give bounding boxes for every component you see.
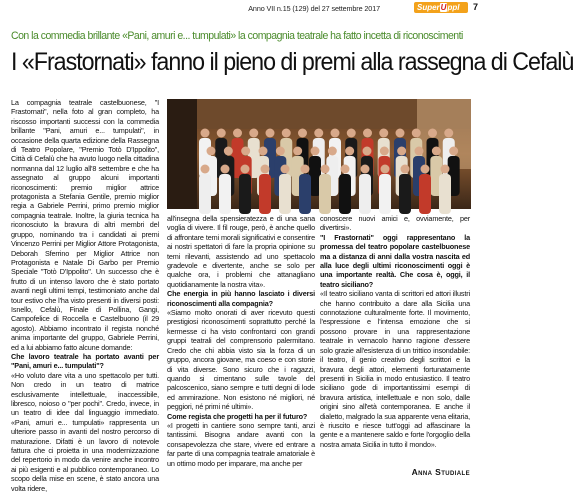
question-paragraph: Che energia in più hanno lasciato i diversi riconoscimenti alla compagnia?	[167, 289, 315, 308]
body-paragraph: «Siamo molto onorati di aver ricevuto questi prestigiosi riconoscimenti soprattutto perché la kermesse ci ha visto confrontarci con grandi gruppi teatrali del comprensorio palermitano. Credo che chi abbia visto sia la forza di un gruppo, ancora giovane, ma coeso e con storie di vita diverse. Sono sicuro che i ragazzi, quando si cimentano sulle tavole del palcoscenico, siano sempre e tutti degni di lode ed ammirazione. Non esistono né migliori, né peggiori, né primi né ultimi».	[167, 308, 315, 412]
question-paragraph: Che lavoro teatrale ha portato avanti per "Pani, amuri e... tumpulati"?	[11, 351, 159, 371]
page-header	[0, 0, 480, 14]
body-paragraph: La compagnia teatrale castelbuonese, "I Frastornati", nella foto al gran completo, ha riscosso importanti successi con la commedia brillante "Pani, amuri e... tumpulati", in occasione della quarta edizione della Rassegna di Teatro Popolare, "Premio Totò D'Ippolito", Città di Cefalù che ha avuto luogo nella cittadina normanna dal 12 luglio all'8 settembre e che ha assegnato al gruppo alcuni importanti riconoscimenti: premio miglior attrice protagonista a Stefania Gentile, premio miglior regia a Gabriele Perrini, primo premio miglior compagnia teatrale. Inoltre, la giuria tecnica ha riconosciuto la bravura di altri membri del gruppo, nominando tra i candidati ai premi Vincenzo Perrini per Miglior Attore Protagonista, Deborah Sferrino per Miglior Attrice non Protagonista e Natale Di Garbo per Premio Speciale "Totò D'Ippolito". Un successo che è frutto di un intenso lavoro che è stato portato avanti negli ultimi tempi, testimoniato anche dal tour estivo che l'ha visto presenti in diversi posti: Isnello, Cefalù, Finale di Pollina, Gangi, Campofelice di Roccella e Castelbuono (il 29 agosto). Abbiamo incontrato il regista nonché anima importante del gruppo, Gabriele Perrini, ed a lui abbiamo fatto alcune domande:	[11, 98, 159, 352]
column-1	[11, 98, 159, 493]
body-paragraph: «Ho voluto dare vita a uno spettacolo per tutti. Non credo in un teatro di matrice esclusivamente intellettuale, inaccessibile, libresco, noioso o "per pochi". Credo, invece, in un teatro di idee dal linguaggio immediato. «Pani, amuri e... tumpulati» rappresenta un ulteriore passo in avanti del nostro percorso di maturazione. Difatti è un lavoro di notevole fattura che ci proietta in una modernizzazione del repertorio in modo da venire anche incontro ai più esigenti e al pubblico contemporaneo. Lo scopo della mise en scene, è stato ancora una volta riderе,	[11, 370, 159, 493]
column-2	[167, 214, 315, 468]
question-paragraph: Come regista che progetti ha per il futuro?	[167, 411, 308, 421]
body-paragraph: «I progetti in cantiere sono sempre tanti, anzi tantissimi. Bisogna andare avanti con la consapevolezza che stare, vivere ed entrare a far parte di una compagnia teatrale amatoriale è un ottimo modo per imparare, ma anche per	[167, 420, 315, 468]
headline: I «Frastornati» fanno il pieno di premi alla rassegna di Cefalù	[11, 48, 573, 76]
kicker: Con la commedia brillante «Pani, amuri e... tumpulati» la compagnia teatrale ha fatto incetta di riconoscimenti	[11, 30, 463, 42]
question-paragraph: "I Frastornati" oggi rappresentano la promessa del teatro popolare castelbuonese ma a distanza di anni dalla vostra nascita ed alla luce degli ultimi riconoscimenti oggi è una importante realtà. Che cosa è, oggi, il teatro siciliano?	[320, 232, 470, 289]
publication-logo: SuperUppl	[414, 2, 468, 13]
body-paragraph: conoscere nuovi amici e, ovviamente, per divertirsi».	[320, 214, 470, 233]
body-paragraph: «Il teatro siciliano vanta di scrittori ed attori illustri che hanno contribuito a dare alla Sicilia una connotazione culturalmente forte. Il movimento, l'espressione e l'intensa emozione che si possono provare in una rappresentazione teatrale in vernacolo hanno ragione d'essere solo grazie all'esistenza di un trittico insondabile: il teatro, il genio creativo degli scrittori e la bravura degli attori, elementi fortunatamente presenti in Sicilia in modo entusiastico. Il teatro siciliano gode di importantissimi esempi di bravura artistica, intellettuale e non solo, dalle origini sino all'età contemporanea. E anche il dialetto, malgrado la sua apparente vena elitaria, è riuscito e riesce tutt'oggi ad affascinare la gente e a mantenere saldo e forte l'orgoglio della nostra amata Sicilia in tutto il mondo».	[320, 289, 470, 449]
author-signature: Anna Studiale	[411, 467, 470, 477]
column-3	[320, 214, 470, 449]
body-paragraph: all'insegna della spensieratezza e di una sana voglia di vivere. Il fil rouge, però, è anche quello di affrontare temi morali significativi e consentire ai nostri spettatori di fare la propria opinione su temi rilevanti, assistendo ad uno spettacolo gradevole e divertente, anche se solo per qualche ora, i problemi che attanagliano quotidianamente la nostra vita».	[167, 214, 315, 289]
group-photo	[167, 99, 471, 209]
page-number: 7	[472, 2, 478, 12]
issue-line: Anno VII n.15 (129) del 27 settembre 2017	[248, 4, 380, 13]
